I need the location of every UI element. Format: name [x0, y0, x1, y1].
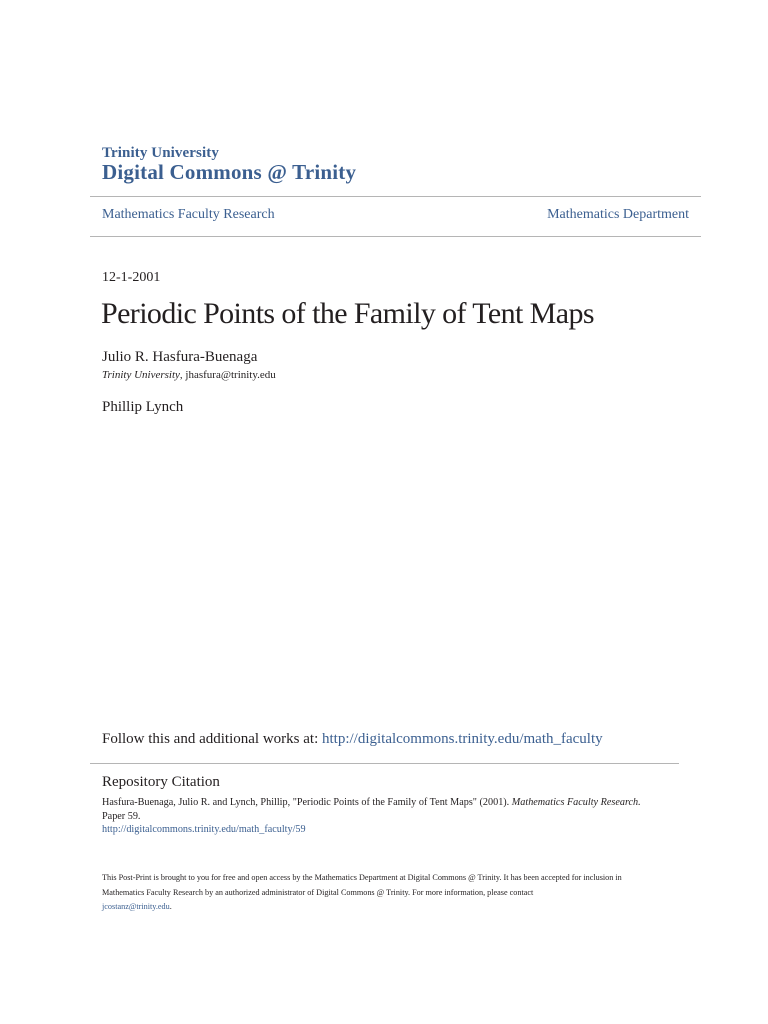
document-title: Periodic Points of the Family of Tent Maps — [101, 297, 594, 330]
affiliation-name: Trinity University — [102, 369, 180, 381]
citation-heading: Repository Citation — [102, 774, 220, 790]
contact-email-link[interactable]: jcostanz@trinity.edu — [102, 902, 170, 911]
collection-link[interactable]: Mathematics Faculty Research — [102, 207, 275, 222]
citation-url-link[interactable]: http://digitalcommons.trinity.edu/math_faculty/59 — [102, 824, 306, 835]
footer-note — [102, 871, 662, 915]
department-link[interactable]: Mathematics Department — [547, 207, 689, 222]
citation-paper: Paper 59. — [102, 810, 141, 822]
citation-body: Hasfura-Buenaga, Julio R. and Lynch, Phillip, "Periodic Points of the Family of Tent Maps" (2001). — [102, 797, 510, 808]
affiliation-separator: , — [179, 369, 186, 381]
publication-date: 12-1-2001 — [102, 270, 161, 285]
repository-name[interactable]: Digital Commons @ Trinity — [102, 160, 357, 184]
citation-text — [102, 796, 662, 823]
author-name: Julio R. Hasfura-Buenaga — [102, 349, 258, 365]
follow-line — [102, 731, 603, 748]
header-divider-bottom — [90, 236, 701, 237]
header-divider-top — [90, 196, 701, 197]
citation-divider — [90, 763, 679, 764]
footer-note-text: This Post-Print is brought to you for free and open access by the Mathematics Department at Digital Commons @ Trinity. It has been accepted for inclusion in Mathematics Faculty Research by an authorized administrator of Digital Commons @ Trinity. For more information, please contact — [102, 873, 622, 897]
author-affiliation — [102, 369, 276, 381]
author-name-2: Phillip Lynch — [102, 399, 184, 415]
follow-label: Follow this and additional works at: — [102, 731, 319, 747]
citation-series: Mathematics Faculty Research. — [511, 797, 641, 808]
follow-url-link[interactable]: http://digitalcommons.trinity.edu/math_faculty — [321, 731, 603, 747]
institution-name: Trinity University — [102, 145, 219, 161]
author-email: jhasfura@trinity.edu — [185, 369, 276, 381]
footer-period: . — [169, 902, 172, 911]
